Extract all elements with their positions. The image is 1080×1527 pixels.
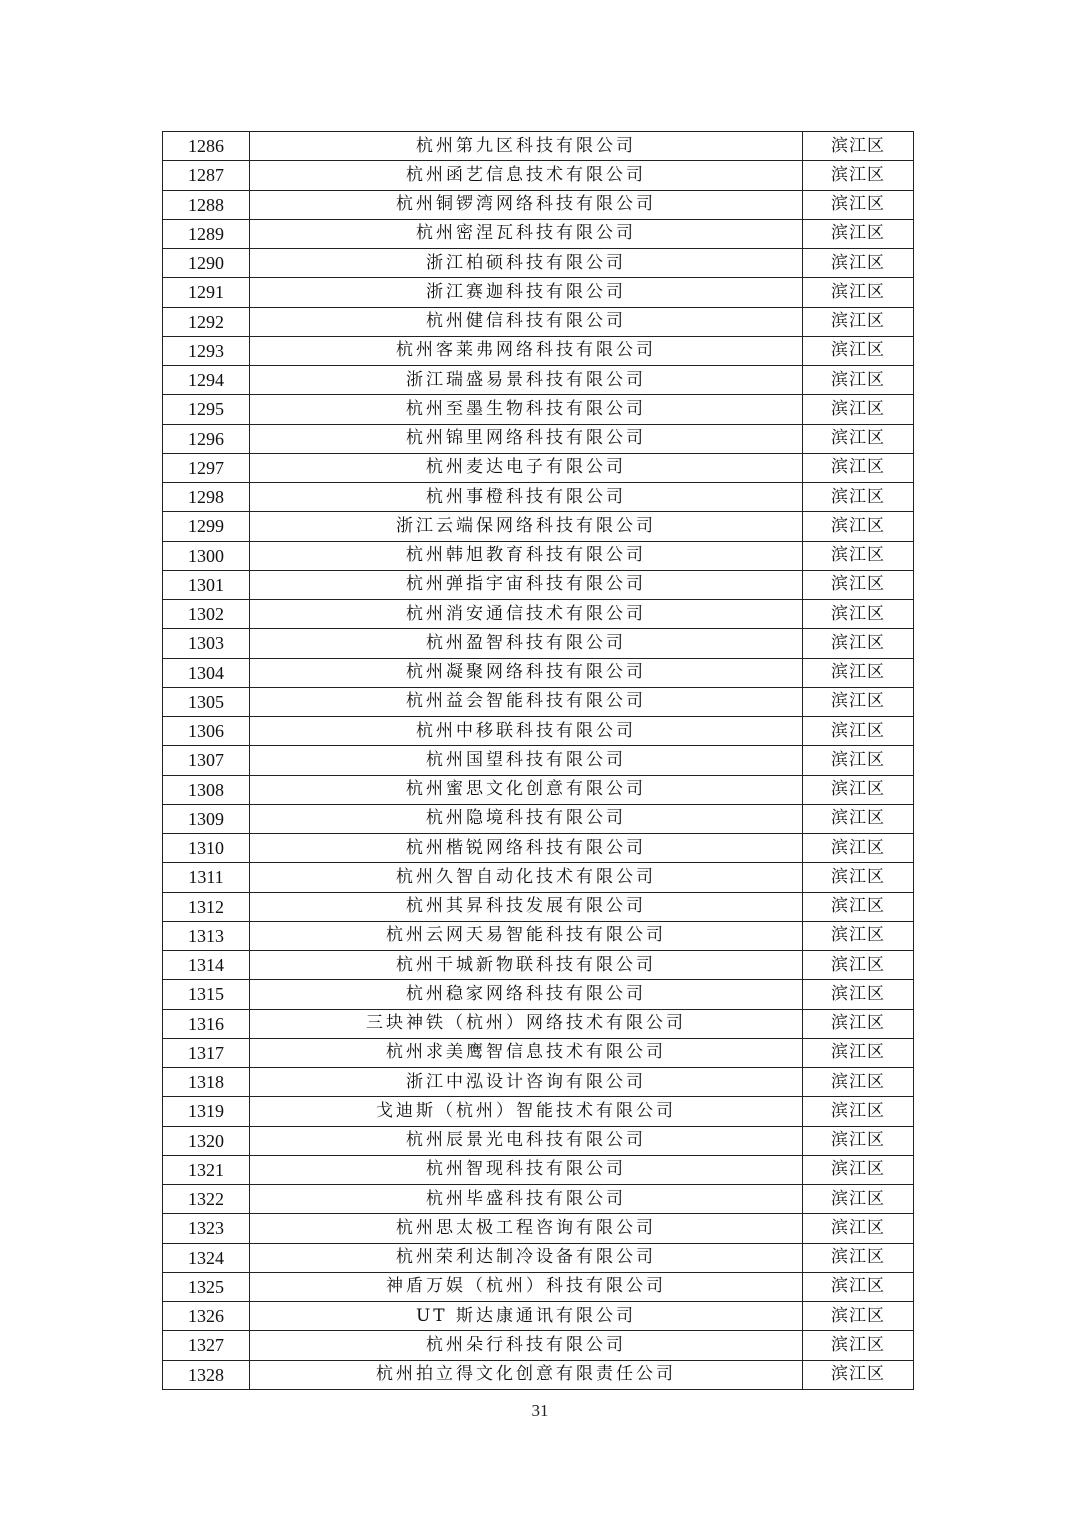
district-cell: 滨江区 (803, 278, 914, 307)
row-number-cell: 1315 (163, 980, 250, 1009)
company-name-cell: 杭州麦达电子有限公司 (250, 453, 803, 482)
district-cell: 滨江区 (803, 600, 914, 629)
table-row (163, 190, 914, 219)
row-number-cell: 1322 (163, 1185, 250, 1214)
district-cell: 滨江区 (803, 1185, 914, 1214)
district-cell: 滨江区 (803, 980, 914, 1009)
district-cell: 滨江区 (803, 395, 914, 424)
row-number-cell: 1321 (163, 1155, 250, 1184)
row-number-cell: 1311 (163, 863, 250, 892)
district-cell: 滨江区 (803, 1126, 914, 1155)
company-name-cell: 杭州楷锐网络科技有限公司 (250, 834, 803, 863)
company-name-cell: 杭州消安通信技术有限公司 (250, 600, 803, 629)
district-cell: 滨江区 (803, 570, 914, 599)
company-name-cell: 杭州客莱弗网络科技有限公司 (250, 336, 803, 365)
row-number-cell: 1320 (163, 1126, 250, 1155)
row-number-cell: 1305 (163, 687, 250, 716)
table-row (163, 219, 914, 248)
district-cell: 滨江区 (803, 804, 914, 833)
district-cell: 滨江区 (803, 834, 914, 863)
row-number-cell: 1308 (163, 775, 250, 804)
company-name-cell: 戈迪斯（杭州）智能技术有限公司 (250, 1097, 803, 1126)
district-cell: 滨江区 (803, 366, 914, 395)
company-name-cell: 杭州毕盛科技有限公司 (250, 1185, 803, 1214)
row-number-cell: 1314 (163, 951, 250, 980)
district-cell: 滨江区 (803, 1097, 914, 1126)
company-name-cell: 杭州第九区科技有限公司 (250, 132, 803, 161)
district-cell: 滨江区 (803, 658, 914, 687)
district-cell: 滨江区 (803, 1038, 914, 1067)
district-cell: 滨江区 (803, 951, 914, 980)
table-row (163, 366, 914, 395)
table-body (163, 132, 914, 1390)
table-row (163, 541, 914, 570)
row-number-cell: 1294 (163, 366, 250, 395)
company-name-cell: 杭州朵行科技有限公司 (250, 1331, 803, 1360)
row-number-cell: 1301 (163, 570, 250, 599)
district-cell: 滨江区 (803, 1243, 914, 1272)
district-cell: 滨江区 (803, 1009, 914, 1038)
company-name-cell: 杭州密涅瓦科技有限公司 (250, 219, 803, 248)
company-name-cell: 杭州拍立得文化创意有限责任公司 (250, 1360, 803, 1389)
company-name-cell: UT 斯达康通讯有限公司 (250, 1302, 803, 1331)
company-list-table (162, 131, 914, 1390)
row-number-cell: 1289 (163, 219, 250, 248)
district-cell: 滨江区 (803, 1302, 914, 1331)
table-row (163, 512, 914, 541)
company-name-cell: 神盾万娱（杭州）科技有限公司 (250, 1272, 803, 1301)
district-cell: 滨江区 (803, 336, 914, 365)
row-number-cell: 1286 (163, 132, 250, 161)
row-number-cell: 1306 (163, 717, 250, 746)
row-number-cell: 1295 (163, 395, 250, 424)
district-cell: 滨江区 (803, 921, 914, 950)
company-name-cell: 杭州盈智科技有限公司 (250, 629, 803, 658)
row-number-cell: 1326 (163, 1302, 250, 1331)
table-row (163, 483, 914, 512)
table-row (163, 1360, 914, 1389)
table-row (163, 1243, 914, 1272)
company-name-cell: 杭州函艺信息技术有限公司 (250, 161, 803, 190)
district-cell: 滨江区 (803, 483, 914, 512)
table-row (163, 951, 914, 980)
table-row (163, 980, 914, 1009)
district-cell: 滨江区 (803, 307, 914, 336)
company-name-cell: 杭州求美鹰智信息技术有限公司 (250, 1038, 803, 1067)
district-cell: 滨江区 (803, 453, 914, 482)
row-number-cell: 1303 (163, 629, 250, 658)
company-name-cell: 杭州至墨生物科技有限公司 (250, 395, 803, 424)
company-name-cell: 杭州思太极工程咨询有限公司 (250, 1214, 803, 1243)
company-name-cell: 杭州其昇科技发展有限公司 (250, 892, 803, 921)
company-name-cell: 三块神铁（杭州）网络技术有限公司 (250, 1009, 803, 1038)
row-number-cell: 1291 (163, 278, 250, 307)
table-row (163, 1126, 914, 1155)
row-number-cell: 1325 (163, 1272, 250, 1301)
company-name-cell: 杭州锦里网络科技有限公司 (250, 424, 803, 453)
table-row (163, 746, 914, 775)
table-row (163, 921, 914, 950)
district-cell: 滨江区 (803, 512, 914, 541)
row-number-cell: 1297 (163, 453, 250, 482)
row-number-cell: 1304 (163, 658, 250, 687)
district-cell: 滨江区 (803, 1068, 914, 1097)
company-name-cell: 杭州久智自动化技术有限公司 (250, 863, 803, 892)
district-cell: 滨江区 (803, 1214, 914, 1243)
district-cell: 滨江区 (803, 161, 914, 190)
row-number-cell: 1323 (163, 1214, 250, 1243)
table-row (163, 658, 914, 687)
row-number-cell: 1293 (163, 336, 250, 365)
table-row (163, 1331, 914, 1360)
table-row (163, 1009, 914, 1038)
row-number-cell: 1319 (163, 1097, 250, 1126)
table-row (163, 1038, 914, 1067)
table-row (163, 1155, 914, 1184)
district-cell: 滨江区 (803, 190, 914, 219)
row-number-cell: 1288 (163, 190, 250, 219)
table-row (163, 863, 914, 892)
row-number-cell: 1299 (163, 512, 250, 541)
company-name-cell: 杭州健信科技有限公司 (250, 307, 803, 336)
table-row (163, 1214, 914, 1243)
company-name-cell: 杭州智现科技有限公司 (250, 1155, 803, 1184)
company-name-cell: 浙江柏硕科技有限公司 (250, 249, 803, 278)
table-row (163, 278, 914, 307)
table-row (163, 600, 914, 629)
company-name-cell: 杭州隐境科技有限公司 (250, 804, 803, 833)
row-number-cell: 1317 (163, 1038, 250, 1067)
page-number: 31 (531, 1401, 549, 1420)
district-cell: 滨江区 (803, 863, 914, 892)
table-row (163, 1272, 914, 1301)
company-name-cell: 杭州中移联科技有限公司 (250, 717, 803, 746)
table-row (163, 687, 914, 716)
company-name-cell: 浙江中泓设计咨询有限公司 (250, 1068, 803, 1097)
row-number-cell: 1316 (163, 1009, 250, 1038)
row-number-cell: 1318 (163, 1068, 250, 1097)
table-row (163, 570, 914, 599)
row-number-cell: 1287 (163, 161, 250, 190)
company-name-cell: 杭州云网天易智能科技有限公司 (250, 921, 803, 950)
district-cell: 滨江区 (803, 687, 914, 716)
table-row (163, 453, 914, 482)
district-cell: 滨江区 (803, 424, 914, 453)
district-cell: 滨江区 (803, 132, 914, 161)
table-row (163, 629, 914, 658)
district-cell: 滨江区 (803, 717, 914, 746)
district-cell: 滨江区 (803, 746, 914, 775)
table-row (163, 249, 914, 278)
district-cell: 滨江区 (803, 219, 914, 248)
company-name-cell: 杭州凝聚网络科技有限公司 (250, 658, 803, 687)
table-row (163, 161, 914, 190)
district-cell: 滨江区 (803, 1272, 914, 1301)
table-row (163, 307, 914, 336)
row-number-cell: 1296 (163, 424, 250, 453)
company-name-cell: 杭州韩旭教育科技有限公司 (250, 541, 803, 570)
table-row (163, 1302, 914, 1331)
company-name-cell: 杭州干城新物联科技有限公司 (250, 951, 803, 980)
company-name-cell: 杭州弹指宇宙科技有限公司 (250, 570, 803, 599)
company-name-cell: 杭州国望科技有限公司 (250, 746, 803, 775)
company-name-cell: 浙江赛迦科技有限公司 (250, 278, 803, 307)
row-number-cell: 1328 (163, 1360, 250, 1389)
company-name-cell: 杭州益会智能科技有限公司 (250, 687, 803, 716)
row-number-cell: 1290 (163, 249, 250, 278)
table-row (163, 804, 914, 833)
company-name-cell: 杭州荣利达制冷设备有限公司 (250, 1243, 803, 1272)
table-row (163, 132, 914, 161)
row-number-cell: 1300 (163, 541, 250, 570)
district-cell: 滨江区 (803, 629, 914, 658)
district-cell: 滨江区 (803, 1331, 914, 1360)
row-number-cell: 1307 (163, 746, 250, 775)
district-cell: 滨江区 (803, 541, 914, 570)
table-row (163, 892, 914, 921)
row-number-cell: 1327 (163, 1331, 250, 1360)
table-row (163, 775, 914, 804)
company-name-cell: 浙江瑞盛易景科技有限公司 (250, 366, 803, 395)
company-name-cell: 杭州稳家网络科技有限公司 (250, 980, 803, 1009)
table-row (163, 336, 914, 365)
table-row (163, 1185, 914, 1214)
row-number-cell: 1298 (163, 483, 250, 512)
row-number-cell: 1310 (163, 834, 250, 863)
table-row (163, 424, 914, 453)
table-row (163, 834, 914, 863)
row-number-cell: 1324 (163, 1243, 250, 1272)
row-number-cell: 1302 (163, 600, 250, 629)
table-row (163, 717, 914, 746)
row-number-cell: 1313 (163, 921, 250, 950)
district-cell: 滨江区 (803, 1360, 914, 1389)
district-cell: 滨江区 (803, 249, 914, 278)
row-number-cell: 1292 (163, 307, 250, 336)
table-row (163, 1097, 914, 1126)
district-cell: 滨江区 (803, 1155, 914, 1184)
district-cell: 滨江区 (803, 775, 914, 804)
district-cell: 滨江区 (803, 892, 914, 921)
company-name-cell: 杭州事橙科技有限公司 (250, 483, 803, 512)
table-row (163, 395, 914, 424)
company-name-cell: 杭州铜锣湾网络科技有限公司 (250, 190, 803, 219)
company-name-cell: 杭州蜜思文化创意有限公司 (250, 775, 803, 804)
table-row (163, 1068, 914, 1097)
row-number-cell: 1309 (163, 804, 250, 833)
company-name-cell: 杭州辰景光电科技有限公司 (250, 1126, 803, 1155)
company-name-cell: 浙江云端保网络科技有限公司 (250, 512, 803, 541)
row-number-cell: 1312 (163, 892, 250, 921)
